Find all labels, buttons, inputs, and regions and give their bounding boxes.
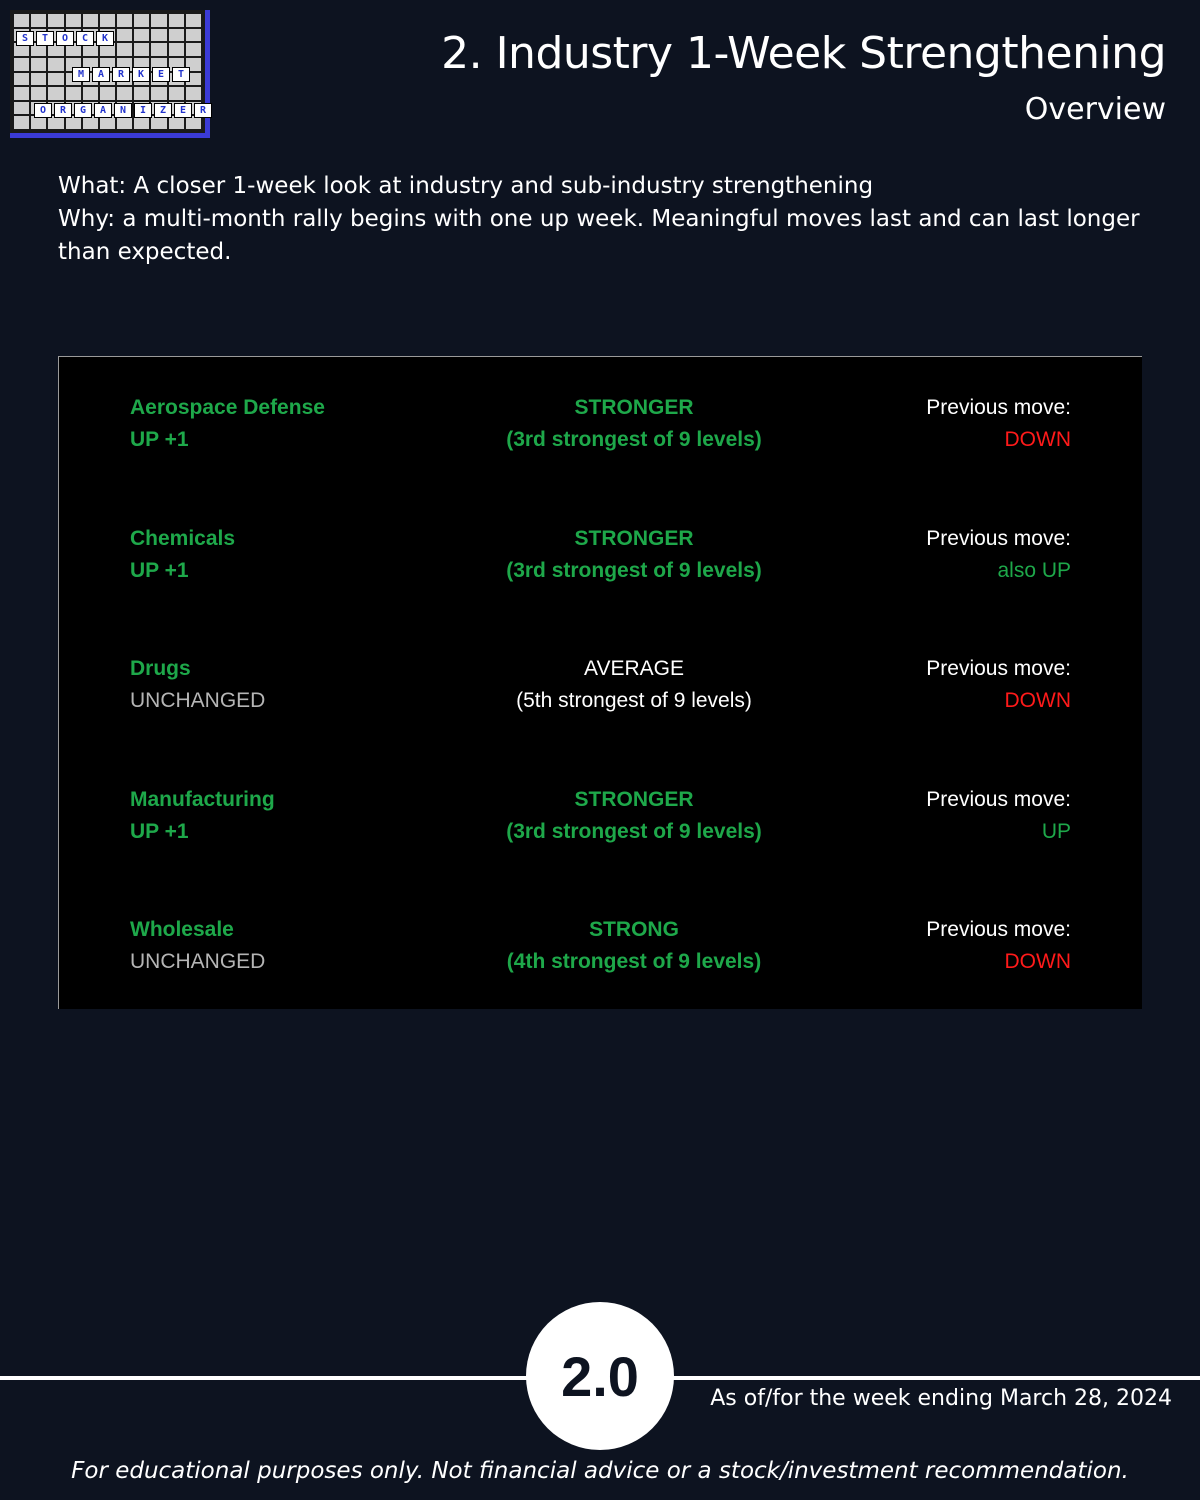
- strength-rank: (3rd strongest of 9 levels): [506, 820, 762, 843]
- logo-grid-cell: [14, 87, 29, 100]
- logo-grid-cell: [134, 14, 149, 27]
- logo-grid-cell: [14, 73, 29, 86]
- as-of-date: As of/for the week ending March 28, 2024: [710, 1386, 1172, 1411]
- logo-grid-cell: [169, 29, 184, 42]
- logo-grid-cell: [117, 116, 132, 129]
- logo-grid-cell: [151, 87, 166, 100]
- logo-grid-cell: [14, 58, 29, 71]
- page-subtitle: Overview: [1024, 92, 1166, 127]
- logo-word-market: [72, 67, 190, 82]
- logo-grid-cell: [14, 116, 29, 129]
- logo-grid-cell: [48, 73, 63, 86]
- logo-grid-cell: [100, 87, 115, 100]
- previous-label: Previous move:: [926, 657, 1071, 680]
- industry-change: UNCHANGED: [130, 689, 266, 712]
- previous-cell: [926, 914, 1071, 978]
- logo-letter: R: [194, 103, 212, 118]
- strength-rank: (4th strongest of 9 levels): [506, 950, 762, 973]
- industry-cell: [130, 653, 265, 717]
- industry-cell: [130, 914, 265, 978]
- logo-grid-cell: [117, 14, 132, 27]
- industry-change: UNCHANGED: [130, 950, 266, 973]
- logo-grid-cell: [134, 43, 149, 56]
- logo-grid-cell: [117, 29, 132, 42]
- logo-grid-cell: [186, 29, 201, 42]
- industry-row: [59, 914, 1142, 984]
- previous-cell: [926, 523, 1071, 587]
- logo-word-organizer: [34, 103, 212, 118]
- logo-letter: I: [134, 103, 152, 118]
- industry-change: UP +1: [130, 428, 189, 451]
- previous-label: Previous move:: [926, 918, 1071, 941]
- page-title: 2. Industry 1-Week Strengthening: [441, 28, 1166, 79]
- previous-move: DOWN: [1004, 950, 1071, 973]
- intro-text: [58, 170, 1148, 269]
- industry-name: Chemicals: [130, 527, 236, 550]
- logo-letter: N: [114, 103, 132, 118]
- logo-grid-cell: [186, 43, 201, 56]
- industry-cell: [130, 392, 325, 456]
- logo-grid-cell: [31, 116, 46, 129]
- logo-grid-cell: [151, 29, 166, 42]
- previous-move: DOWN: [1004, 689, 1071, 712]
- logo-grid-cell: [66, 87, 81, 100]
- previous-cell: [926, 653, 1071, 717]
- previous-label: Previous move:: [926, 788, 1071, 811]
- strength-cell: [429, 523, 839, 587]
- disclaimer: For educational purposes only. Not financial advice or a stock/investment recommendation.: [71, 1458, 1129, 1484]
- logo-grid-cell: [100, 14, 115, 27]
- logo-letter: Z: [154, 103, 172, 118]
- industry-panel: [58, 356, 1142, 1009]
- strength-level: AVERAGE: [584, 657, 684, 680]
- logo-letter: T: [172, 67, 190, 82]
- logo-grid-cell: [151, 43, 166, 56]
- logo-grid-cell: [48, 14, 63, 27]
- logo-letter: E: [152, 67, 170, 82]
- logo-grid-cell: [186, 87, 201, 100]
- logo-grid-cell: [169, 116, 184, 129]
- logo-grid-cell: [186, 14, 201, 27]
- logo-letter: T: [36, 31, 54, 46]
- strength-cell: [429, 653, 839, 717]
- strength-cell: [429, 392, 839, 456]
- logo-letter: E: [174, 103, 192, 118]
- strength-rank: (3rd strongest of 9 levels): [506, 428, 762, 451]
- logo-grid-cell: [169, 14, 184, 27]
- logo-grid-cell: [134, 29, 149, 42]
- logo-grid-cell: [31, 73, 46, 86]
- strength-level: STRONG: [589, 918, 679, 941]
- logo-grid-cell: [151, 116, 166, 129]
- industry-cell: [130, 523, 235, 587]
- logo-grid-cell: [14, 102, 29, 115]
- footer-divider-left: [0, 1376, 530, 1380]
- logo-letter: O: [34, 103, 52, 118]
- logo-grid-cell: [134, 87, 149, 100]
- logo-letter: G: [74, 103, 92, 118]
- previous-move: UP: [1041, 820, 1071, 843]
- logo-letter: K: [96, 31, 114, 46]
- logo-grid-cell: [151, 14, 166, 27]
- previous-label: Previous move:: [926, 527, 1071, 550]
- industry-row: [59, 392, 1142, 462]
- logo-grid-cell: [134, 116, 149, 129]
- strength-rank: (5th strongest of 9 levels): [516, 689, 752, 712]
- industry-name: Aerospace Defense: [130, 396, 325, 419]
- logo-grid-cell: [117, 43, 132, 56]
- industry-cell: [130, 784, 275, 848]
- section-number-badge: 2.0: [526, 1302, 674, 1450]
- logo-grid-cell: [31, 14, 46, 27]
- industry-row: [59, 653, 1142, 723]
- logo-grid-cell: [48, 87, 63, 100]
- logo-letter: R: [112, 67, 130, 82]
- logo-word-stock: [16, 31, 114, 46]
- previous-move: DOWN: [1004, 428, 1071, 451]
- logo-letter: A: [92, 67, 110, 82]
- previous-cell: [926, 392, 1071, 456]
- logo-letter: A: [94, 103, 112, 118]
- strength-level: STRONGER: [574, 396, 694, 419]
- logo-grid-cell: [14, 14, 29, 27]
- strength-cell: [429, 784, 839, 848]
- logo-letter: M: [72, 67, 90, 82]
- industry-row: [59, 784, 1142, 854]
- industry-change: UP +1: [130, 820, 189, 843]
- logo-letter: O: [56, 31, 74, 46]
- logo-grid-cell: [186, 116, 201, 129]
- logo-grid-cell: [83, 87, 98, 100]
- strength-level: STRONGER: [574, 527, 694, 550]
- intro-why: Why: a multi-month rally begins with one up week. Meaningful moves last and can last longer than expected.: [58, 206, 1140, 265]
- logo-grid-cell: [117, 87, 132, 100]
- industry-name: Manufacturing: [130, 788, 275, 811]
- logo-letter: S: [16, 31, 34, 46]
- previous-cell: [926, 784, 1071, 848]
- logo-grid-cell: [83, 14, 98, 27]
- logo-letter: K: [132, 67, 150, 82]
- logo-grid-cell: [169, 87, 184, 100]
- logo-grid-cell: [169, 43, 184, 56]
- logo-grid-cell: [66, 14, 81, 27]
- previous-move: also UP: [997, 559, 1071, 582]
- previous-label: Previous move:: [926, 396, 1071, 419]
- industry-name: Wholesale: [130, 918, 234, 941]
- logo-grid-cell: [31, 87, 46, 100]
- logo: [10, 10, 210, 138]
- logo-grid-cell: [83, 116, 98, 129]
- logo-grid-cell: [31, 58, 46, 71]
- industry-name: Drugs: [130, 657, 191, 680]
- logo-letter: R: [54, 103, 72, 118]
- strength-cell: [429, 914, 839, 978]
- logo-grid-cell: [66, 116, 81, 129]
- logo-grid-cell: [100, 116, 115, 129]
- logo-grid-cell: [48, 58, 63, 71]
- intro-what: What: A closer 1-week look at industry and sub-industry strengthening: [58, 173, 874, 199]
- strength-rank: (3rd strongest of 9 levels): [506, 559, 762, 582]
- industry-row: [59, 523, 1142, 593]
- strength-level: STRONGER: [574, 788, 694, 811]
- logo-letter: C: [76, 31, 94, 46]
- footer-divider-right: [672, 1376, 1200, 1380]
- industry-change: UP +1: [130, 559, 189, 582]
- logo-grid-cell: [48, 116, 63, 129]
